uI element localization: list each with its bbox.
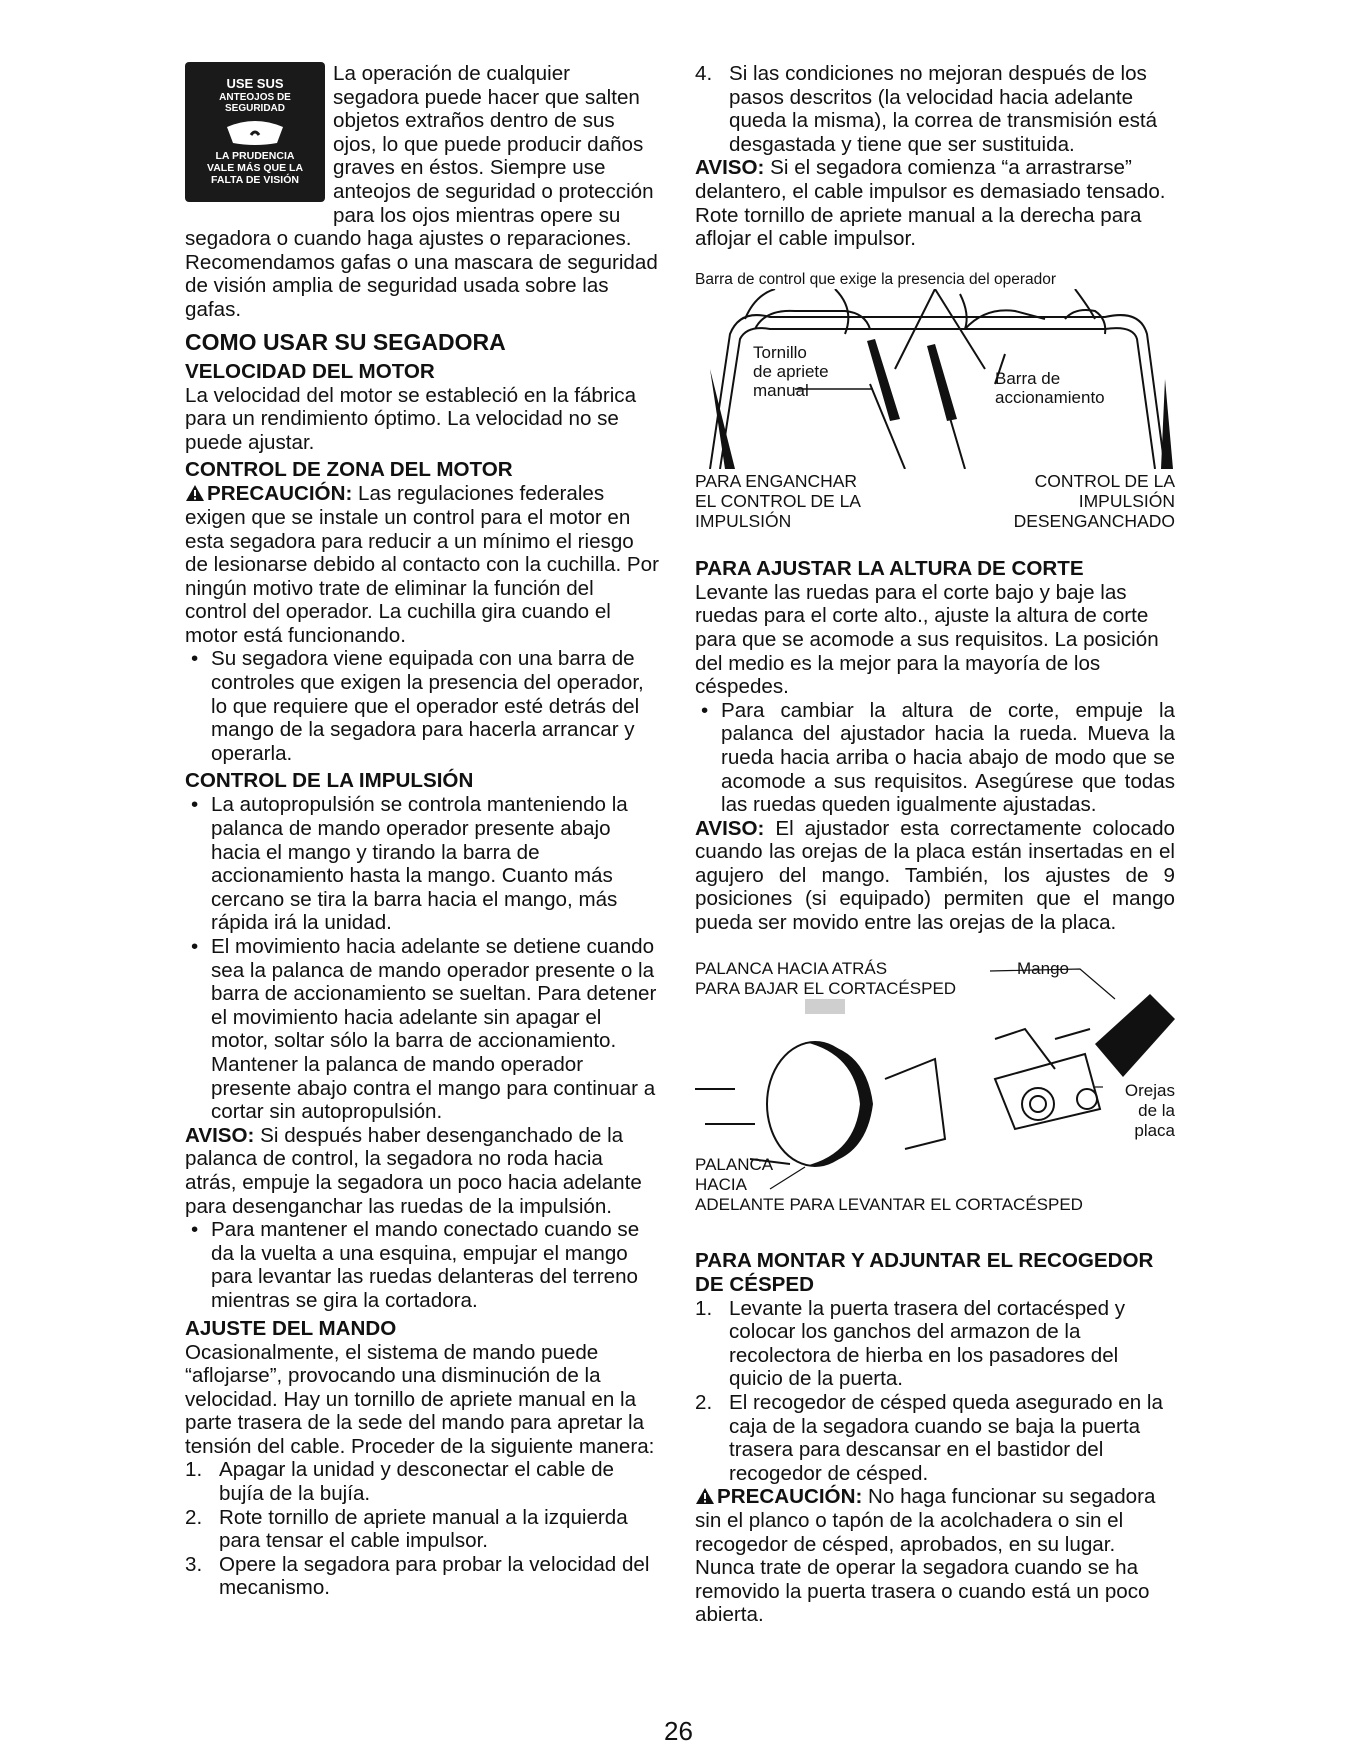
heading-velocidad-motor: VELOCIDAD DEL MOTOR [185,359,435,383]
impulsion-list-2 [185,1218,660,1312]
montar-steps [695,1297,1175,1486]
palanca-adelante-label: PALANCA HACIA ADELANTE PARA LEVANTAR EL CORTACÉSPED [695,1154,1083,1214]
goggles-icon [225,117,285,147]
control-zona-list [185,647,660,765]
tornillo-label: Tornillo de apriete manual [753,342,829,400]
altura-list [695,699,1175,817]
orejas-label: Orejas de la placa [1124,1080,1175,1140]
aviso-label: AVISO: [185,1123,255,1147]
warning-triangle-icon [185,484,205,502]
palanca-atras-label: PALANCA HACIA ATRÁS PARA BAJAR EL CORTACÉSPED [695,958,957,998]
step-item: 1. Apagar la unidad y desconectar el cable de bujía de la bujía. [185,1458,614,1506]
control-bar-figure [695,271,1175,553]
aviso-label: AVISO: [695,156,765,180]
wheel-lever-figure [695,959,1175,1217]
safety-icon-line3: LA PRUDENCIA VALE MÁS QUE LA FALTA DE VISIÓN [206,150,304,186]
barra-label: Barra de accionamiento [995,368,1105,407]
page-number: 26 [664,1716,693,1746]
list-item: • Su segadora viene equipada con una barra de controles que exigen la presencia del operador, lo que requiere que el operador esté detrás del mango de la segadora para hacerla arrancar y operarla. [185,647,660,765]
heading-montar-recogedor: PARA MONTAR Y ADJUNTAR EL RECOGEDOR DE CÉSPED [695,1248,1154,1296]
ajuste-steps [185,1458,660,1600]
desenganchado-label: CONTROL DE LA IMPULSIÓN DESENGANCHADO [1013,470,1175,531]
aviso-text: Si el segadora comienza “a arrastrarse” delantero, el cable impulsor es demasiado tensado. Rote tornillo de apriete manual a la derecha para aflojar el cable impulsor. [695,156,1166,251]
precaucion-label: PRECAUCIÓN: [717,1485,863,1509]
right-column [695,62,1175,1627]
mango-label: Mango [1017,958,1069,978]
safety-glasses-icon [185,62,325,202]
enganchar-label: PARA ENGANCHAR EL CONTROL DE LA IMPULSIÓN [695,470,861,531]
step-item: 4. Si las condiciones no mejoran después de los pasos descritos (la velocidad hacia adelante queda la misma), la correa de transmisión está desgastada y tiene que ser sustituida. [695,62,1158,156]
impulsion-list [185,793,660,1123]
velocidad-paragraph: La velocidad del motor se estableció en la fábrica para un rendimiento óptimo. La velocidad no se puede ajustar. [185,383,637,454]
ajuste-steps-continued [695,62,1175,156]
safety-notice [185,62,660,322]
list-item: • Para cambiar la altura de corte, empuje la palanca del ajustador hacia la rueda. Mueva la rueda hacia arriba o hacia abajo de modo que se acomode a sus requisitos. Asegúrese que todas las ruedas queden igualmente ajustadas. [695,699,1175,817]
safety-icon-line2: ANTEOJOS DE SEGURIDAD [219,92,291,114]
step-item: 2. Rote tornillo de apriete manual a la izquierda para tensar el cable impulsor. [185,1505,628,1553]
precaucion-label: PRECAUCIÓN: [207,482,353,506]
list-item: • Para mantener el mando conectado cuando se da la vuelta a una esquina, empujar el mango para levantar las ruedas delanteras del terreno mientras se gira la cortadora. [185,1218,660,1312]
heading-altura-corte: PARA AJUSTAR LA ALTURA DE CORTE [695,556,1084,580]
aviso-text: Si después haber desenganchado de la palanca de control, la segadora no roda hacia atrás, empuje la segadora un poco hacia adelante para desenganchar las ruedas de la impulsión. [185,1123,642,1218]
aviso-paragraph-2 [695,817,1175,935]
warning-triangle-icon [695,1487,715,1505]
list-item: • La autopropulsión se controla manteniendo la palanca de mando operador presente abajo hacia el mango y tirando la barra de accionamiento hasta la mango. Cuanto más cercano se tira la barra hacia el mango, más rápida irá la unidad. [185,793,660,935]
aviso-paragraph [185,1124,660,1218]
left-column [185,62,660,1600]
precaucion-text: No haga funcionar su segadora sin el planco o tapón de la acolchadera o sin el recogedor de césped, aprobados, en su lugar. Nunca trate de operar la segadora cuando se ha removido la puerta trasera o cuando está un poco abierta. [695,1485,1156,1627]
safety-intro-text: La operación de cualquier segadora puede hacer que salten objetos extraños dentro de sus ojos, lo que puede producir daños graves en éstos. Siempre use anteojos de seguridad o protección para los ojos mientras opere su segadora o cuando haga ajustes o reparaciones. Recomendamos gafas o una mascara de seguridad de visión amplia de seguridad usada sobre las gafas. [185,62,658,321]
altura-paragraph: Levante las ruedas para el corte bajo y baje las ruedas para el corte alto., ajuste la altura de corte para que se acomode a sus requisitos. La posición del medio es la mejor para la mayoría de los céspedes. [695,580,1159,699]
ajuste-paragraph: Ocasionalmente, el sistema de mando puede “aflojarse”, provocando una disminución de la velocidad. Hay un tornillo de apriete manual en la parte trasera de la sede del mando para apretar la tensión del cable. Proceder de la siguiente manera: [185,1340,655,1458]
step-item: 3. Opere la segadora para probar la velocidad del mecanismo. [185,1552,650,1600]
step-item: 1. Levante la puerta trasera del cortacésped y colocar los ganchos del armazon de la recolectora de hierba en los pasadores del quicio de la puerta. [695,1296,1126,1391]
heading-como-usar: COMO USAR SU SEGADORA [185,328,506,355]
list-item: • El movimiento hacia adelante se detiene cuando sea la palanca de mando operador presente o la barra de accionamiento se sueltan. Para detener el movimiento hacia adelante sin apagar el motor, soltar sólo la barra de accionamiento. Mantener la palanca de mando operador presente abajo contra el mango para continuar a cortar sin autopropulsión. [185,935,660,1124]
control-zona-paragraph [185,482,660,647]
safety-icon-line1: USE SUS [226,76,284,91]
aviso-text: El ajustador esta correctamente colocado cuando las orejas de la placa están insertadas en el agujero del mango. También, los ajustes de 9 posiciones (si equipado) permiten que el mango pueda ser movido entre las orejas de la placa. [695,816,1175,935]
heading-control-zona: CONTROL DE ZONA DEL MOTOR [185,458,513,482]
step-item: 2. El recogedor de césped queda asegurado en la caja de la segadora cuando se baja la puerta trasera para descansar en el bastidor del recogedor de césped. [695,1391,1163,1485]
aviso-paragraph-right [695,156,1175,250]
heading-ajuste-mando: AJUSTE DEL MANDO [185,1316,397,1340]
precaucion-paragraph [695,1485,1175,1627]
heading-control-impulsion: CONTROL DE LA IMPULSIÓN [185,769,474,793]
aviso-label: AVISO: [695,816,765,840]
figure-caption: Barra de control que exige la presencia del operador [695,270,1057,288]
control-zona-text: Las regulaciones federales exigen que se instale un control para el motor en esta segadora para reducir a un mínimo el riesgo de lesionarse debido al contacto con la cuchilla. Por ningún motivo trate de eliminar la función del control del operador. La cuchilla gira cuando el motor está funcionando. [185,482,659,647]
